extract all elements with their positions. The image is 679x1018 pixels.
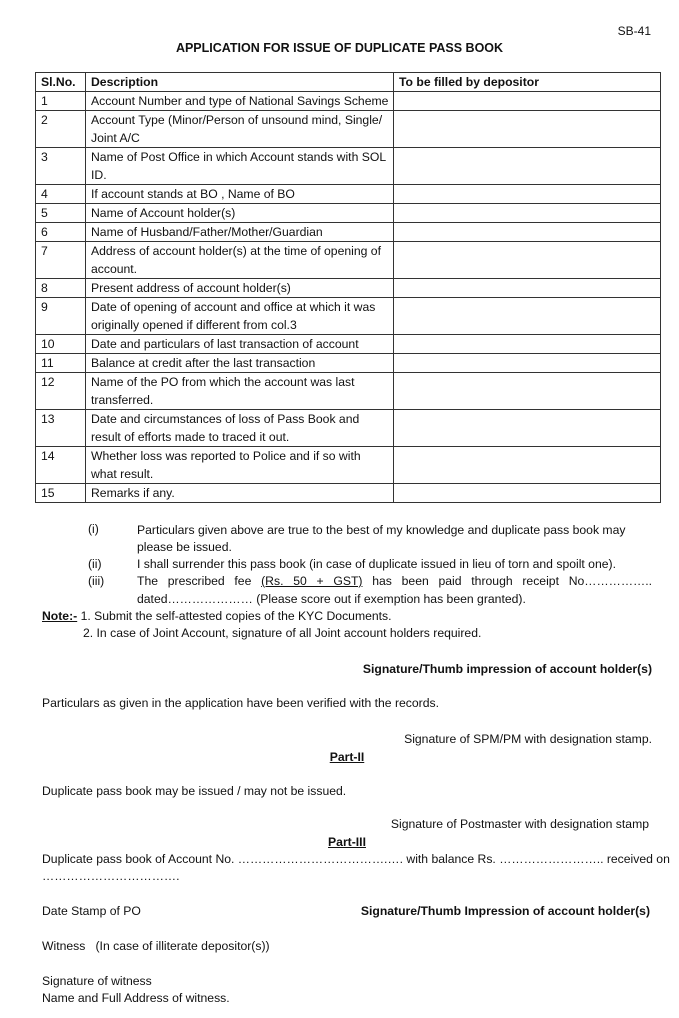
depositor-entry-cell[interactable]	[394, 410, 661, 447]
table-row	[36, 298, 661, 335]
table-row	[36, 242, 661, 279]
row-number: 6	[36, 223, 86, 242]
row-number: 9	[36, 298, 86, 335]
row-description: Date and particulars of last transaction of account	[86, 335, 394, 354]
part3-heading: Part-III	[328, 835, 366, 849]
signature-holder-label: Signature/Thumb impression of account holder(s)	[362, 662, 652, 676]
note-label: Note:-	[42, 609, 78, 623]
row-number: 11	[36, 354, 86, 373]
note-item2: 2. In case of Joint Account, signature of all Joint account holders required.	[83, 626, 482, 640]
declaration-iii-mid: has been paid through receipt No……………..	[362, 574, 652, 588]
depositor-entry-cell[interactable]	[394, 111, 661, 148]
row-description: Name of Post Office in which Account stands with SOL ID.	[86, 148, 394, 185]
depositor-entry-cell[interactable]	[394, 279, 661, 298]
witness-signature-label: Signature of witness	[42, 974, 152, 988]
verified-text: Particulars as given in the application have been verified with the records.	[42, 696, 439, 710]
declaration-i-text: Particulars given above are true to the best of my knowledge and duplicate pass book may please be issued.	[137, 523, 626, 554]
depositor-entry-cell[interactable]	[394, 185, 661, 204]
depositor-entry-cell[interactable]	[394, 148, 661, 185]
row-number: 3	[36, 148, 86, 185]
signature-spm-label: Signature of SPM/PM with designation stamp.	[404, 732, 652, 746]
table-row	[36, 335, 661, 354]
declaration-ii-number: (ii)	[88, 557, 102, 571]
row-description: Whether loss was reported to Police and if so with what result.	[86, 447, 394, 484]
depositor-entry-cell[interactable]	[394, 242, 661, 279]
row-description: Date of opening of account and office at which it was originally opened if different from col.3	[86, 298, 394, 335]
depositor-entry-cell[interactable]	[394, 354, 661, 373]
row-description: Name of Account holder(s)	[86, 204, 394, 223]
fee-amount: (Rs. 50 + GST)	[261, 574, 363, 588]
column-header-depositor: To be filled by depositor	[394, 73, 661, 92]
table-row	[36, 204, 661, 223]
row-description: Account Type (Minor/Person of unsound mind, Single/ Joint A/C	[86, 111, 394, 148]
column-header-slno: Sl.No.	[36, 73, 86, 92]
row-number: 14	[36, 447, 86, 484]
depositor-entry-cell[interactable]	[394, 484, 661, 503]
depositor-entry-cell[interactable]	[394, 298, 661, 335]
row-number: 15	[36, 484, 86, 503]
row-description: Present address of account holder(s)	[86, 279, 394, 298]
declaration-iii-number: (iii)	[88, 574, 105, 588]
row-number: 1	[36, 92, 86, 111]
row-description: Name of the PO from which the account was last transferred.	[86, 373, 394, 410]
row-description: Account Number and type of National Savings Scheme	[86, 92, 394, 111]
part2-heading: Part-II	[329, 750, 365, 764]
row-description: Remarks if any.	[86, 484, 394, 503]
depositor-entry-cell[interactable]	[394, 447, 661, 484]
declaration-iii-pre: The prescribed fee	[137, 574, 262, 588]
row-number: 10	[36, 335, 86, 354]
depositor-entry-cell[interactable]	[394, 92, 661, 111]
table-row	[36, 111, 661, 148]
witness-label: Witness (In case of illiterate depositor(s))	[42, 939, 270, 953]
row-description: Name of Husband/Father/Mother/Guardian	[86, 223, 394, 242]
table-row	[36, 484, 661, 503]
row-number: 12	[36, 373, 86, 410]
declaration-iii-line2: dated………………… (Please score out if exemption has been granted).	[137, 592, 526, 606]
row-description: Address of account holder(s) at the time of opening of account.	[86, 242, 394, 279]
note-line1	[42, 609, 392, 623]
part3-signature-label: Signature/Thumb Impression of account holder(s)	[360, 904, 650, 918]
table-row	[36, 279, 661, 298]
depositor-entry-cell[interactable]	[394, 335, 661, 354]
declaration-iii-line1	[137, 574, 652, 588]
form-code: SB-41	[617, 24, 651, 38]
row-number: 5	[36, 204, 86, 223]
table-row	[36, 373, 661, 410]
depositor-entry-cell[interactable]	[394, 373, 661, 410]
part3-line2: …………………………….	[42, 869, 180, 883]
date-stamp-label: Date Stamp of PO	[42, 904, 141, 918]
table-row	[36, 148, 661, 185]
declaration-ii-text: I shall surrender this pass book (in case of duplicate issued in lieu of torn and spoilt one).	[137, 557, 616, 571]
note-item1: 1. Submit the self-attested copies of the KYC Documents.	[77, 609, 392, 623]
row-description: If account stands at BO , Name of BO	[86, 185, 394, 204]
row-number: 2	[36, 111, 86, 148]
depositor-entry-cell[interactable]	[394, 223, 661, 242]
row-number: 13	[36, 410, 86, 447]
part2-text: Duplicate pass book may be issued / may not be issued.	[42, 784, 347, 798]
table-row	[36, 223, 661, 242]
table-row	[36, 185, 661, 204]
page-title: APPLICATION FOR ISSUE OF DUPLICATE PASS BOOK	[175, 41, 504, 55]
declaration-i-number: (i)	[88, 522, 99, 536]
row-number: 7	[36, 242, 86, 279]
row-description: Balance at credit after the last transaction	[86, 354, 394, 373]
column-header-description: Description	[86, 73, 394, 92]
depositor-entry-cell[interactable]	[394, 204, 661, 223]
table-row	[36, 447, 661, 484]
part3-line1: Duplicate pass book of Account No. ……………………………….…. with balance Rs. …………………….. received on	[42, 852, 670, 866]
row-description: Date and circumstances of loss of Pass Book and result of efforts made to traced it out.	[86, 410, 394, 447]
table-header-row	[36, 73, 661, 92]
table-row	[36, 410, 661, 447]
details-table	[35, 72, 661, 503]
witness-address-label: Name and Full Address of witness.	[42, 991, 230, 1005]
row-number: 4	[36, 185, 86, 204]
row-number: 8	[36, 279, 86, 298]
table-row	[36, 354, 661, 373]
table-row	[36, 92, 661, 111]
part2-signature-label: Signature of Postmaster with designation stamp	[390, 817, 649, 831]
